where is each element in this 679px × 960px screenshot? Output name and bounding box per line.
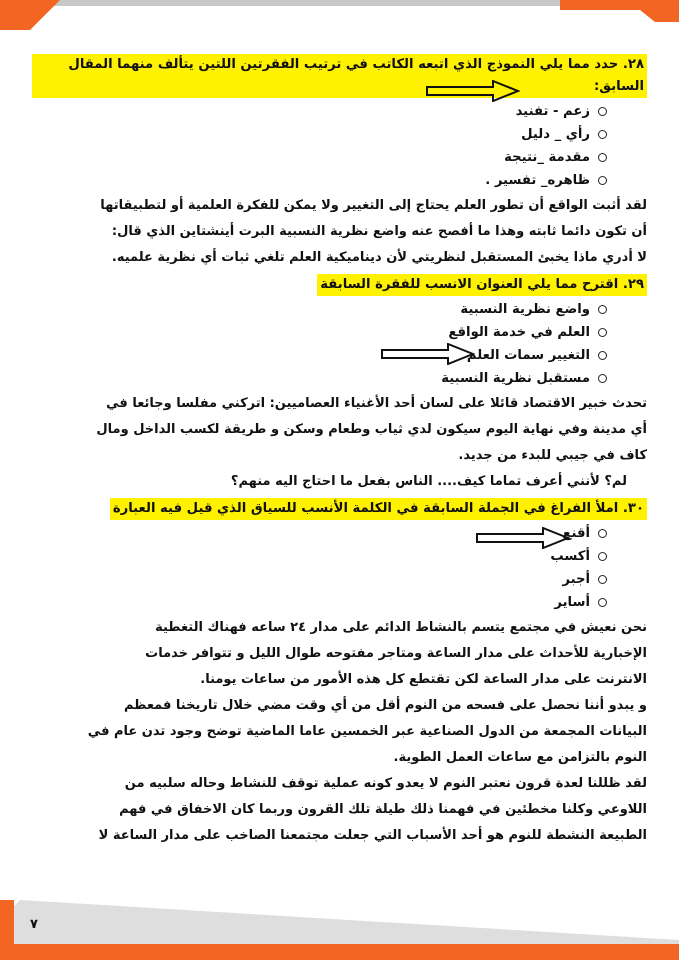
answer-arrow-icon-q30 — [475, 527, 570, 549]
radio-circle-icon[interactable] — [598, 305, 607, 314]
q30-option-2[interactable]: أكسب — [32, 545, 647, 568]
question-28-title: ٢٨. حدد مما يلي النموذج الذي اتبعه الكاتب في ترتيب الفقرتين اللتين يتألف منهما المقال السابق: — [32, 54, 647, 98]
radio-circle-icon[interactable] — [598, 153, 607, 162]
paragraph-3: نحن نعيش في مجتمع يتسم بالنشاط الدائم على مدار ٢٤ ساعه فهناك التغطية الإخبارية للأحداث على مدار الساعة ومتاجر مفتوحه طوال الليل و تتوافر خدمات الانترنت على مدار الساعة لكن تقتطع كل هذه الأمور من ساعات يومنا. و يبدو أننا نحصل على فسحه من النوم أقل من أي وقت مضي خلال تاريخنا فمعظم البيانات المجمعة من الدول الصناعية عبر الخمسين عاما الماضية توضح وجود تدن عام في النوم بالتزامن مع ساعات العمل الطوية. لقد ظللنا لعدة قرون نعتبر النوم لا يعدو كونه عملية توقف للنشاط وحاله سلبيه من اللاوعي وكلنا مخطئين في فهمنا ذلك طيلة تلك القرون وربما كان الاخفاق في فهم الطبيعة النشطة للنوم هو أحد الأسباب التي جعلت مجتمعنا الصاخب على مدار الساعة لا — [87, 620, 647, 843]
q29-option-2[interactable]: العلم في خدمة الواقع — [32, 321, 647, 344]
worksheet-content — [32, 52, 647, 850]
radio-circle-icon[interactable] — [598, 575, 607, 584]
radio-circle-icon[interactable] — [598, 130, 607, 139]
answer-arrow-icon-q28 — [425, 80, 520, 102]
q28-option-2[interactable]: رأي _ دليل — [32, 123, 647, 146]
radio-circle-icon[interactable] — [598, 374, 607, 383]
radio-circle-icon[interactable] — [598, 328, 607, 337]
q30-option-3[interactable]: أجبر — [32, 568, 647, 591]
paragraph-1: لقد أثبت الواقع أن تطور العلم يحتاج إلى التغيير ولا يمكن للفكرة العلمية أو لتطبيقاتها أن تكون دائما ثابته وهذا ما أفصح عنه واضع نظرية النسبية البرت أينشتاين الذي قال: لا أدري ماذا يخبئ المستقبل لنظريتي لأن ديناميكية العلم تلغي ثبات أي نظرية علميه. — [100, 198, 647, 265]
question-29-title: ٢٩. اقترح مما يلي العنوان الانسب للفقرة السابقة — [317, 274, 647, 296]
q30-option-4[interactable]: أساير — [32, 591, 647, 614]
radio-circle-icon[interactable] — [598, 176, 607, 185]
q28-option-3[interactable]: مقدمة _نتيجة — [32, 146, 647, 169]
q29-option-1[interactable]: واضع نظرية النسبية — [32, 298, 647, 321]
radio-circle-icon[interactable] — [598, 529, 607, 538]
q29-option-3[interactable]: التغيير سمات العلم — [32, 344, 647, 367]
q30-option-1[interactable]: أقنع — [32, 522, 647, 545]
top-frame-decoration — [0, 0, 679, 30]
radio-circle-icon[interactable] — [598, 598, 607, 607]
paragraph-2: تحدث خبير الاقتصاد قائلا على لسان أحد الأغنياء العصاميين: اتركني مفلسا وجائعا في أي مدينة وفي نهاية اليوم سيكون لدي ثياب وطعام وسكن و طريقة لكسب الداخل ومال كاف في جيبي للبدء من جديد. لم؟ لأنني أعرف تماما كيف.... الناس بفعل ما احتاج اليه منهم؟ — [96, 396, 647, 489]
bottom-frame-decoration — [0, 900, 679, 960]
radio-circle-icon[interactable] — [598, 351, 607, 360]
radio-circle-icon[interactable] — [598, 107, 607, 116]
question-30-title: ٣٠. املأ الفراغ في الجملة السابقة في الكلمة الأنسب للسياق الذي قيل فيه العبارة — [110, 498, 647, 520]
q28-option-4[interactable]: ظاهره_ تفسير . — [32, 169, 647, 192]
q28-option-1[interactable]: زعم - تفنيد — [32, 100, 647, 123]
answer-arrow-icon-q29 — [380, 343, 475, 365]
page-number: ٧ — [30, 917, 38, 932]
radio-circle-icon[interactable] — [598, 552, 607, 561]
q29-option-4[interactable]: مستقبل نظرية النسبية — [32, 367, 647, 390]
